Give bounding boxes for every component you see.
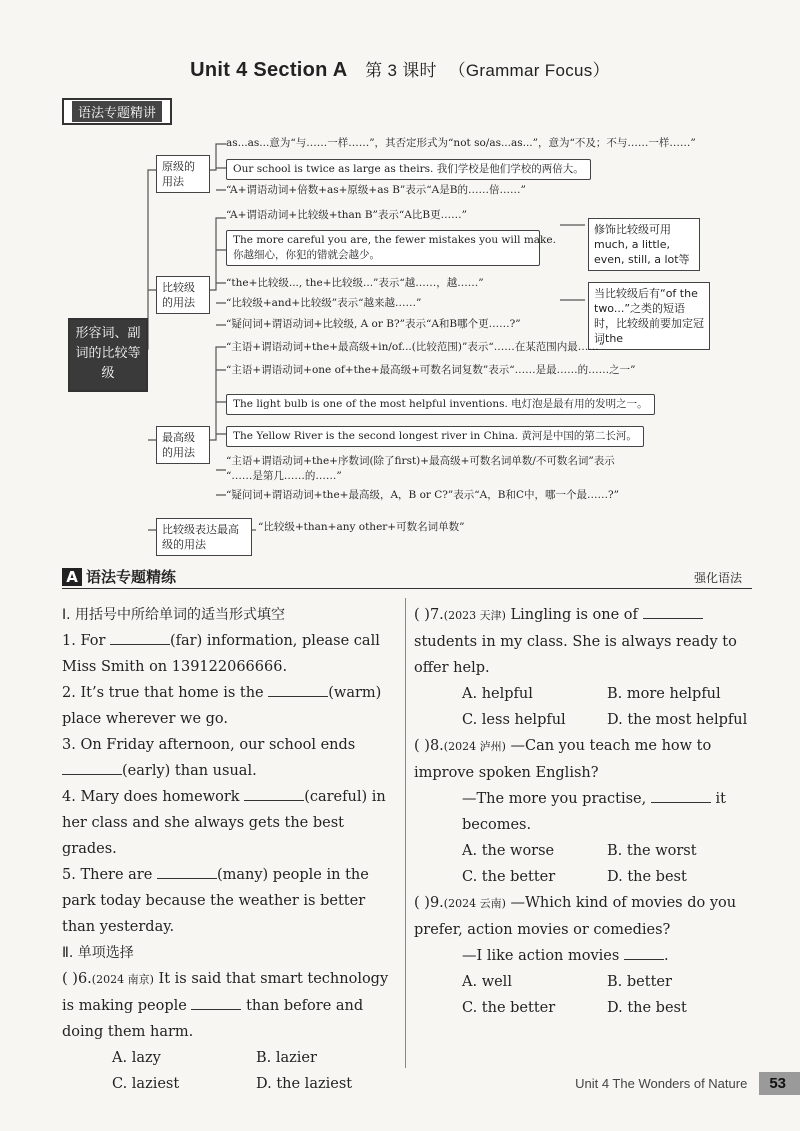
q1: 1. For (far) information, please call Miss Smith on 139122066666. [62,628,400,680]
part1-heading: Ⅰ. 用括号中所给单词的适当形式填空 [62,607,286,623]
q6-option-d[interactable]: D. the laziest [256,1076,353,1092]
q2-blank[interactable] [268,682,328,697]
q8-blank [651,788,711,803]
than-any-other-rule: “比较级+than+any other+可数名词单数” [258,521,465,533]
branch-comparative-as-superlative: 比较级表达最高级的用法 [156,518,252,556]
branch-comparative: 比较级的用法 [156,276,210,314]
comparative-example-zh: 你越细心，你犯的错就会越少。 [233,249,380,261]
practice-section-header [62,566,752,589]
q9-option-b[interactable]: B. better [607,974,672,990]
unit-section: Unit 4 Section A [190,59,348,81]
section-tag-label: 语法专题精讲 [72,101,162,122]
q8-response: —The more you practise, it becomes. [414,786,752,838]
page-footer [575,1072,800,1095]
q8-option-a[interactable]: A. the worse [462,843,555,859]
q7-options [414,681,752,707]
footer-unit: Unit 4 The Wonders of Nature [575,1076,748,1091]
q7-option-b[interactable]: B. more helpful [607,686,721,702]
positive-example: Our school is twice as large as theirs. 我们学校是他们学校的两倍大。 [226,159,591,180]
branch-superlative: 最高级的用法 [156,426,210,464]
q7-option-a[interactable]: A. helpful [462,686,533,702]
positive-multiple-rule: “A+谓语动词+倍数+as+原级+as B”表示“A是B的……倍……” [226,184,526,196]
column-divider [405,598,406,1068]
section-title: 语法专题精练 [86,568,177,586]
q8-option-c[interactable]: C. the better [462,869,556,885]
q9-answer-paren[interactable]: ( ) [414,895,430,911]
lesson-number: 第 3 课时 [365,61,437,80]
ordinal-rule-line2: “……是第几……的……” [226,470,342,482]
q6-options-2 [62,1071,400,1097]
superlative-range-rule: “主语+谓语动词+the+最高级+in/of...(比较范围)”表示“……在某范围内最……” [226,341,605,353]
q8-option-d[interactable]: D. the best [607,869,687,885]
q6-blank [191,995,241,1010]
branch-positive-degree: 原级的用法 [156,155,210,193]
q3: 3. On Friday afternoon, our school ends (early) than usual. [62,737,356,779]
q6-option-c[interactable]: C. laziest [112,1076,180,1092]
which-superlative-rule: “疑问词+谓语动词+the+最高级，A，B or C?”表示“A，B和C中，哪一个最……?” [226,489,620,501]
q8-options-2 [414,864,752,890]
mindmap-root: 形容词、副词的比较等级 [68,318,148,392]
q7-answer-paren[interactable]: ( ) [414,607,430,623]
q5: 5. There are (many) people in the park today because the weather is better than yesterday. [62,862,400,940]
left-column [62,602,400,1097]
q8-option-b[interactable]: B. the worst [607,843,697,859]
one-of-rule: “主语+谓语动词+one of+the+最高级+可数名词复数”表示“……是最……的……之一” [226,364,636,376]
which-comparative-rule: “疑问词+谓语动词+比较级, A or B?”表示“A和B哪个更……?” [226,318,521,330]
q4-blank[interactable] [244,786,304,801]
q5-blank[interactable] [157,864,217,879]
part2-heading: Ⅱ. 单项选择 [62,945,134,961]
q9-blank [624,945,664,960]
page-number: 53 [759,1072,800,1095]
q1-blank[interactable] [110,630,170,645]
q6: ( )6.(2024 南京) It is said that smart technology is making people than before and doing them harm. [62,971,389,1040]
lesson-focus: （Grammar Focus） [448,61,610,80]
ordinal-rule-line1: “主语+谓语动词+the+序数词(除了first)+最高级+可数名词单数/不可数名词”表示 [226,455,615,467]
q9-option-a[interactable]: A. well [462,974,512,990]
superlative-example-1: The light bulb is one of the most helpful inventions. 电灯泡是最有用的发明之一。 [226,394,655,415]
q7-options-2 [414,707,752,733]
q9-options [414,969,752,995]
q7-blank [643,604,703,619]
comparative-example-en: The more careful you are, the fewer mistakes you will make. [233,234,556,246]
ordinal-rule [226,454,615,484]
q7: ( )7.(2023 天津) Lingling is one of students in my class. She is always ready to offer help. [414,602,752,681]
more-and-more-rule: “比较级+and+比较级”表示“越来越……” [226,297,422,309]
section-subtitle: 强化语法 [693,571,742,585]
q6-option-b[interactable]: B. lazier [256,1050,317,1066]
q2: 2. It’s true that home is the (warm) place wherever we go. [62,680,400,732]
q9-option-d[interactable]: D. the best [607,1000,687,1016]
q8-answer-paren[interactable]: ( ) [414,738,430,754]
q9: ( )9.(2024 云南) —Which kind of movies do you prefer, action movies or comedies? [414,895,737,938]
q9-response: —I like action movies . [414,943,752,969]
the-more-rule: “the+比较级..., the+比较级...”表示“越……，越……” [226,277,484,289]
q4: 4. Mary does homework (careful) in her class and she always gets the best grades. [62,784,400,862]
q8-options [414,838,752,864]
comparative-example [226,230,556,266]
of-the-two-note: 当比较级后有“of the two...”之类的短语时，比较级前要加定冠词the [588,282,710,350]
superlative-example-2: The Yellow River is the second longest river in China. 黄河是中国的第二长河。 [226,426,644,447]
q9-option-c[interactable]: C. the better [462,1000,556,1016]
q6-answer-paren[interactable]: ( ) [62,971,78,987]
q7-option-c[interactable]: C. less helpful [462,712,566,728]
right-column [414,602,752,1021]
q6-option-a[interactable]: A. lazy [112,1050,161,1066]
modifier-note: 修饰比较级可用much, a little, even, still, a lot等 [588,218,700,271]
q9-options-2 [414,995,752,1021]
q6-options [62,1045,400,1071]
q3-blank[interactable] [62,760,122,775]
q7-option-d[interactable]: D. the most helpful [607,712,748,728]
positive-rule: as...as...意为“与……一样……”，其否定形式为“not so/as...as...”，意为“不及；不与……一样……” [226,137,696,149]
q8: ( )8.(2024 泸州) —Can you teach me how to improve spoken English? [414,738,712,781]
section-badge: A [62,568,82,586]
comparative-rule: “A+谓语动词+比较级+than B”表示“A比B更……” [226,209,467,221]
